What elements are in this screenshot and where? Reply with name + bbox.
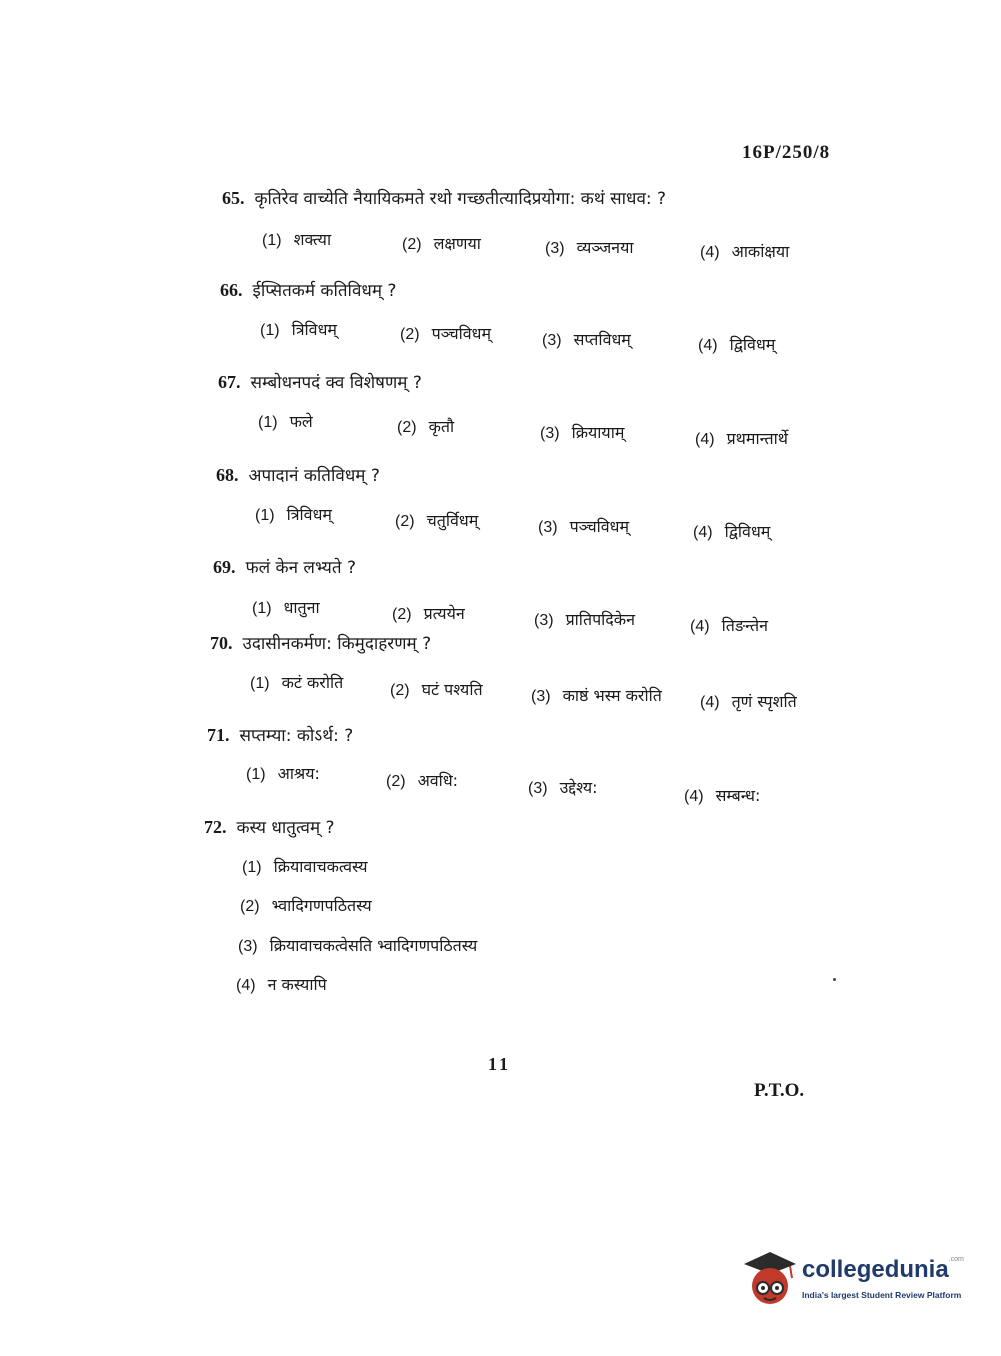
option-67-3: (3) क्रियायाम् (540, 423, 625, 442)
option-72-3: (3) क्रियावाचकत्वेसति भ्वादिगणपठितस्य (238, 936, 478, 955)
question-text: सप्तम्या: कोऽर्थ: ? (239, 726, 354, 746)
question-66 (220, 278, 396, 301)
question-72 (204, 815, 335, 838)
option-67-1: (1) फले (258, 412, 313, 431)
question-number: 69. (213, 557, 236, 577)
question-number: 67. (218, 372, 241, 392)
option-69-3: (3) प्रातिपदिकेन (534, 610, 635, 629)
question-text: फलं केन लभ्यते ? (245, 558, 357, 578)
question-number: 72. (204, 817, 227, 837)
option-72-1: (1) क्रियावाचकत्वस्य (242, 857, 368, 876)
question-65 (222, 186, 666, 209)
option-70-1: (1) कटं करोति (250, 673, 344, 692)
option-68-1: (1) त्रिविधम् (255, 505, 332, 524)
option-67-2: (2) कृतौ (397, 417, 455, 436)
option-65-1: (1) शक्त्या (262, 230, 332, 249)
option-69-1: (1) धातुना (252, 598, 320, 617)
option-71-1: (1) आश्रय: (246, 764, 320, 783)
pto-label: P.T.O. (754, 1080, 805, 1101)
question-text: कस्य धातुत्वम् ? (236, 818, 335, 838)
option-68-4: (4) द्विविधम् (693, 522, 771, 541)
mascot-icon (740, 1246, 800, 1312)
option-66-4: (4) द्विविधम् (698, 335, 776, 354)
option-71-2: (2) अवधि: (386, 771, 459, 790)
option-72-4: (4) न कस्यापि (236, 975, 327, 994)
question-68 (216, 463, 380, 486)
brand-name: collegedunia$^{.com}$ (802, 1256, 964, 1283)
question-text: अपादानं कतिविधम् ? (248, 466, 380, 486)
option-65-4: (4) आकांक्षया (700, 242, 790, 261)
option-71-4: (4) सम्बन्ध: (684, 786, 761, 805)
option-70-4: (4) तृणं स्पृशति (700, 692, 797, 711)
option-69-2: (2) प्रत्ययेन (392, 604, 465, 623)
option-70-3: (3) काष्ठं भस्म करोति (531, 686, 662, 705)
scan-speck (833, 978, 836, 981)
question-67 (218, 370, 422, 393)
question-text: कृतिरेव वाच्येति नैयायिकमते रथो गच्छतीत्यादिप्रयोगा: कथं साधव: ? (254, 189, 667, 209)
question-69 (213, 555, 356, 578)
question-71 (207, 723, 353, 746)
paper-code: 16P/250/8 (742, 142, 831, 163)
option-70-2: (2) घटं पश्यति (390, 680, 483, 699)
option-65-2: (2) लक्षणया (402, 234, 481, 253)
option-68-3: (3) पञ्चविधम् (538, 517, 630, 536)
option-72-2: (2) भ्वादिगणपठितस्य (240, 896, 372, 915)
option-68-2: (2) चतुर्विधम् (395, 511, 479, 530)
question-text: ईप्सितकर्म कतिविधम् ? (252, 281, 397, 301)
question-number: 71. (207, 725, 230, 745)
option-65-3: (3) व्यञ्जनया (545, 238, 634, 257)
question-number: 68. (216, 465, 239, 485)
question-number: 70. (210, 633, 233, 653)
question-number: 65. (222, 188, 245, 208)
question-text: उदासीनकर्मण: किमुदाहरणम् ? (242, 634, 432, 654)
question-text: सम्बोधनपदं क्व विशेषणम् ? (250, 373, 422, 393)
question-70 (210, 631, 431, 654)
option-69-4: (4) तिङन्तेन (690, 616, 768, 635)
option-71-3: (3) उद्देश्य: (528, 778, 598, 797)
option-66-2: (2) पञ्चविधम् (400, 324, 492, 343)
option-66-1: (1) त्रिविधम् (260, 320, 337, 339)
question-number: 66. (220, 280, 243, 300)
brand-tagline: India's largest Student Review Platform (802, 1290, 962, 1300)
option-67-4: (4) प्रथमान्तार्थे (695, 429, 789, 448)
option-66-3: (3) सप्तविधम् (542, 330, 631, 349)
page-number: 11 (488, 1054, 512, 1074)
collegedunia-watermark (740, 1246, 972, 1312)
